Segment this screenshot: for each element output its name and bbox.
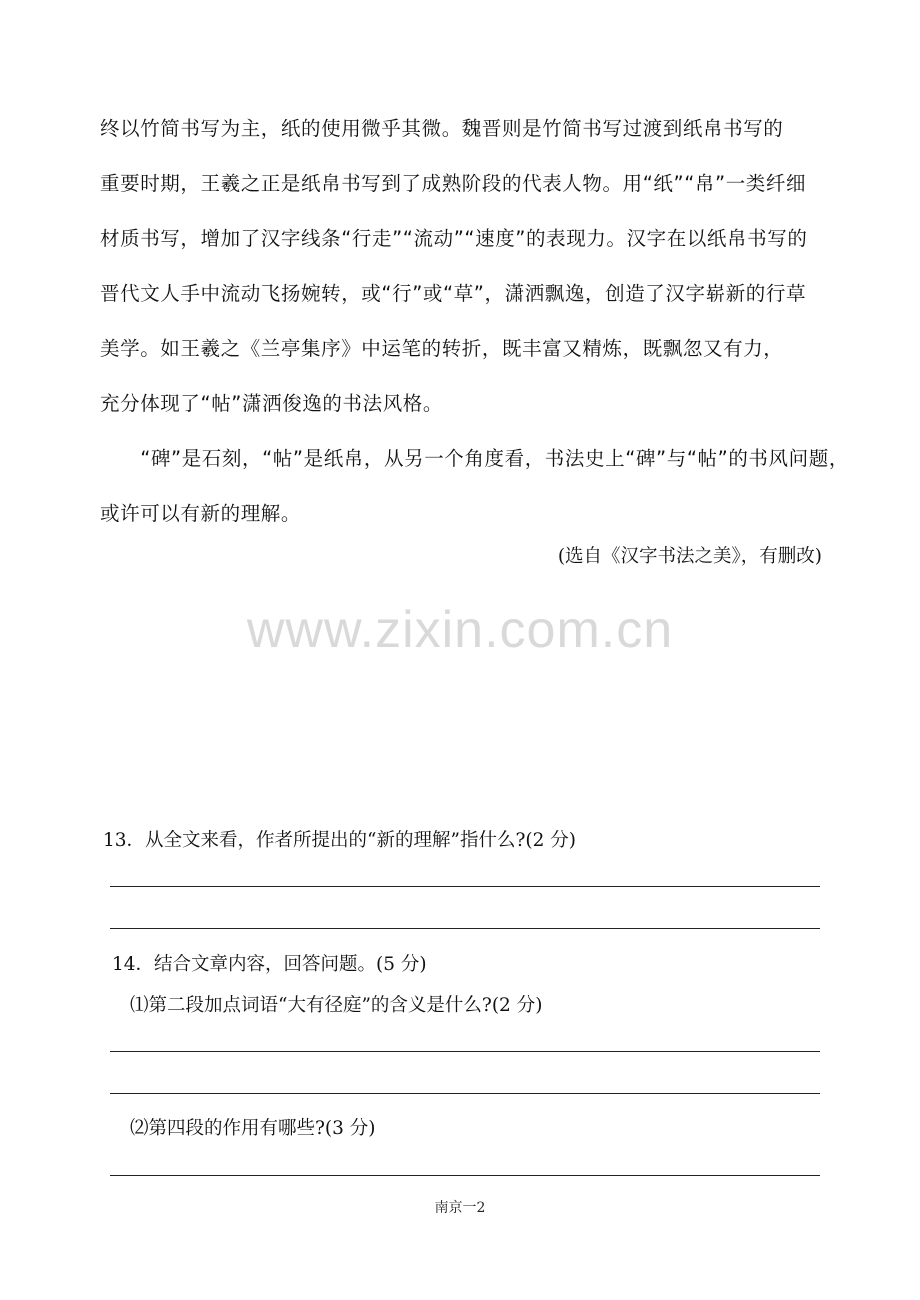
passage-line-6: 充分体现了“帖”潇洒俊逸的书法风格。 <box>100 392 444 415</box>
question-13: 13．从全文来看，作者所提出的“新的理解”指什么?(2 分) <box>103 830 576 851</box>
source-citation: (选自《汉字书法之美》，有删改) <box>557 546 822 567</box>
answer-line-14-2-a <box>110 1175 820 1176</box>
answer-line-14-1-a <box>110 1051 820 1052</box>
page-footer: 南京一2 <box>434 1200 486 1216</box>
passage-line-4: 晋代文人手中流动飞扬婉转，或“行”或“草”，潇洒飘逸，创造了汉字崭新的行草 <box>100 282 807 305</box>
question-14-1: ⑴第二段加点词语“大有径庭”的含义是什么?(2 分) <box>130 995 543 1016</box>
passage-line-7: “碑”是石刻，“帖”是纸帛，从另一个角度看，书法史上“碑”与“帖”的书风问题， <box>100 447 849 470</box>
question-14-2: ⑵第四段的作用有哪些?(3 分) <box>130 1118 376 1139</box>
answer-line-14-1-b <box>110 1093 820 1094</box>
passage-line-3: 材质书写，增加了汉字线条“行走”“流动”“速度”的表现力。汉字在以纸帛书写的 <box>100 227 808 250</box>
passage-line-1: 终以竹简书写为主，纸的使用微乎其微。魏晋则是竹简书写过渡到纸帛书写的 <box>100 117 784 140</box>
passage-line-5: 美学。如王羲之《兰亭集序》中运笔的转折，既丰富又精炼，既飘忽又有力， <box>100 337 784 360</box>
question-14: 14．结合文章内容，回答问题。(5 分) <box>112 954 427 975</box>
passage-line-2: 重要时期，王羲之正是纸帛书写到了成熟阶段的代表人物。用“纸”“帛”一类纤细 <box>100 172 807 195</box>
passage-line-8: 或许可以有新的理解。 <box>100 502 302 525</box>
answer-line-13-a <box>110 886 820 887</box>
watermark: www.zixin.com.cn <box>246 601 674 659</box>
answer-line-13-b <box>110 928 820 929</box>
